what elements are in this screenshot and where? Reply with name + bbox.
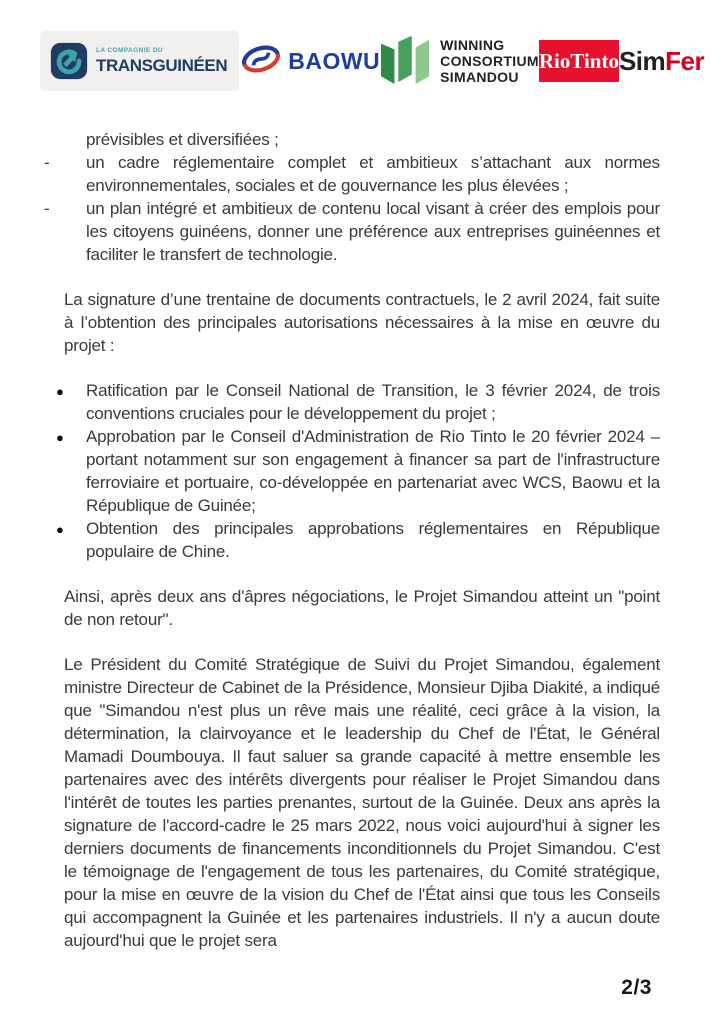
list-item-carryover [64, 128, 660, 151]
dash-list-item [44, 197, 660, 266]
dash-marker: - [44, 199, 50, 218]
transguineen-g-icon [50, 42, 88, 80]
transguineen-wordmark [96, 48, 227, 75]
wcs-line2: CONSORTIUM [440, 53, 539, 69]
simfer-name-black: Sim [618, 45, 666, 76]
transguineen-tagline: LA COMPAGNIE DU [96, 46, 164, 54]
baowu-oval-icon [239, 40, 283, 83]
baowu-logo [239, 40, 380, 83]
bullet-list-item [56, 425, 660, 517]
bullet-list-item [56, 517, 660, 563]
riotinto-name: RioTinto [538, 48, 619, 73]
transguineen-name: TRANSGUINÉEN [96, 56, 228, 76]
bullet-marker: ● [56, 384, 64, 399]
wcs-line1: WINNING [440, 37, 505, 53]
bullet-list-item [56, 379, 660, 425]
dash-item-text: un plan intégré et ambitieux de contenu local visant à créer des emplois pour les citoyens guinéens, donner une préférence aux entreprises guinéennes et faciliter le transfert de technologie. [86, 199, 660, 264]
bullet-marker: ● [56, 522, 64, 537]
dash-list-item [44, 151, 660, 197]
page-number: 2/3 [621, 976, 652, 999]
bullet-item-text: Approbation par le Conseil d'Administration de Rio Tinto le 20 février 2024 – portant notamment sur son engagement à financer sa part de l'infrastructure ferroviaire et portuaire, co-développée en partenariat avec WCS, Baowu et la République de Guinée; [86, 427, 660, 515]
partner-logo-bar [40, 30, 705, 92]
wcs-logo [380, 34, 539, 89]
carryover-text: prévisibles et diversifiées ; [86, 130, 279, 149]
wcs-green-ribbons-icon [380, 34, 432, 89]
dash-item-text: un cadre réglementaire complet et ambitieux s’attachant aux normes environnementales, sociales et de gouvernance les plus élevées ; [86, 153, 660, 195]
bullet-item-text: Obtention des principales approbations réglementaires en République populaire de Chine. [86, 519, 660, 561]
paragraph-ainsi: Ainsi, après deux ans d'âpres négociations, le Projet Simandou atteint un "point de non retour". [64, 587, 660, 629]
wcs-wordmark [440, 37, 539, 85]
paragraph-president: Le Président du Comité Stratégique de Suivi du Projet Simandou, également ministre Directeur de Cabinet de la Présidence, Monsieur Djiba Diakité, a indiqué que "Simandou n'est plus un rêve mais une réalité, ceci grâce à la vision, la détermination, la clairvoyance et le leadership du Chef de l'État, le Général Mamadi Doumbouya. Il faut saluer sa grande capacité à mettre ensemble les partenaires avec des intérêts divergents pour réaliser le Projet Simandou dans l'intérêt de toutes les parties prenantes, surtout de la Guinée. Deux ans après la signature de l'accord-cadre le 25 mars 2022, nous voici aujourd'hui à signer les derniers documents de financements inconditionnels du Projet Simandou. C'est le témoignage de l'engagement de tous les partenaires, du Comité stratégique, pour la mise en œuvre de la vision du Chef de l'État ainsi que tous les Conseils qui accompagnent la Guinée et les partenaires industriels. Il n'y a aucun doute aujourd'hui que le projet sera [64, 655, 660, 950]
paragraph-signature: La signature d’une trentaine de documents contractuels, le 2 avril 2024, fait suite à l’obtention des principales autorisations nécessaires à la mise en œuvre du projet : [64, 290, 660, 355]
transguineen-logo [40, 31, 239, 91]
simfer-name-red: Fer [665, 45, 705, 76]
document-body [44, 128, 660, 952]
bullet-item-text: Ratification par le Conseil National de Transition, le 3 février 2024, de trois conventions cruciales pour le développement du projet ; [86, 381, 660, 423]
simfer-logo [619, 46, 704, 77]
bullet-marker: ● [56, 430, 64, 445]
dash-marker: - [44, 153, 50, 172]
baowu-name: BAOWU [288, 47, 381, 74]
wcs-line3: SIMANDOU [440, 69, 519, 85]
riotinto-logo [539, 40, 619, 82]
